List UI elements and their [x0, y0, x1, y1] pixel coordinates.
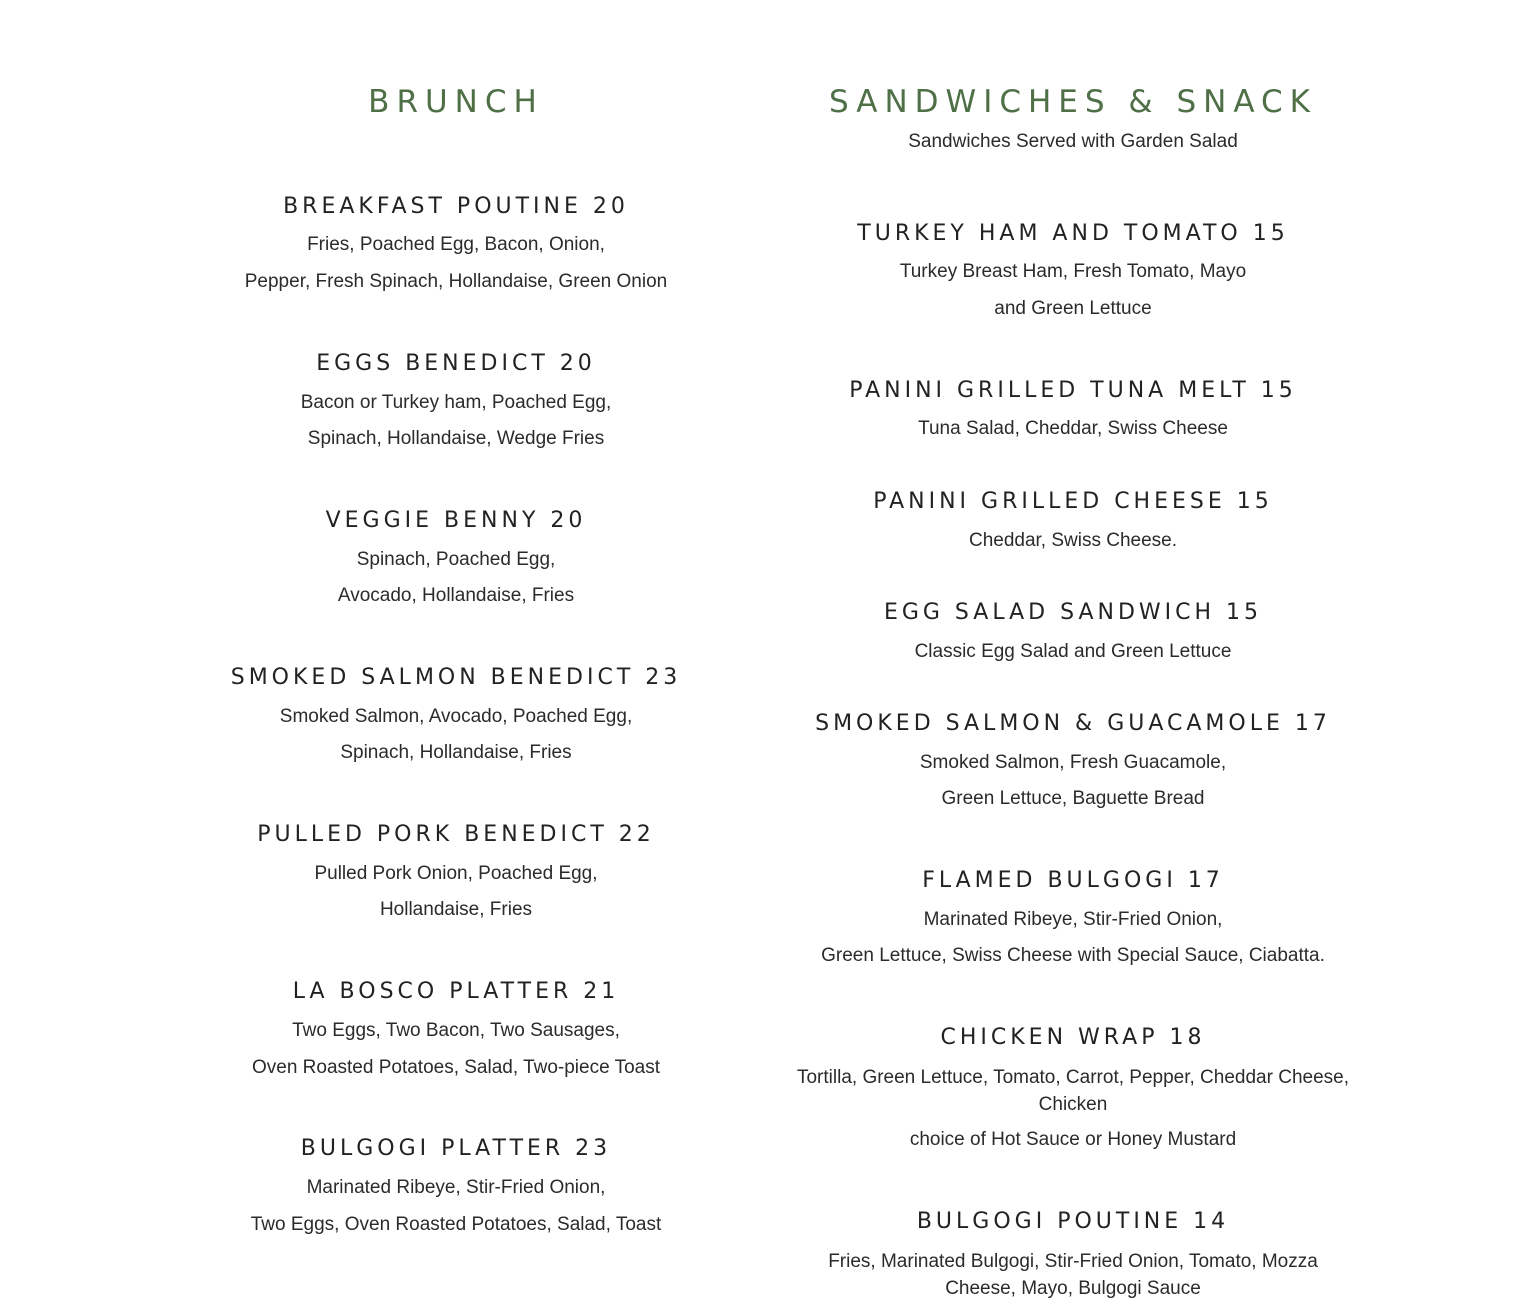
menu-item-title: BREAKFAST POUTINE 20 — [283, 194, 629, 219]
menu-item-description: Green Lettuce, Baguette Bread — [941, 788, 1205, 809]
menu-item-title: CHICKEN WRAP 18 — [940, 1025, 1206, 1050]
menu-item-title: EGG SALAD SANDWICH 15 — [883, 600, 1263, 625]
menu-item-description: Avocado, Hollandaise, Fries — [337, 585, 575, 606]
menu-item-description: Two Eggs, Two Bacon, Two Sausages, — [292, 1020, 620, 1041]
menu-item-description: Fries, Marinated Bulgogi, Stir-Fried Onion, Tomato, Mozza Cheese, Mayo, Bulgogi Sauce — [828, 1251, 1318, 1299]
menu-item-title: TURKEY HAM AND TOMATO 15 — [857, 221, 1289, 246]
menu-item-description: Cheddar, Swiss Cheese. — [968, 530, 1178, 551]
sandwiches-subtitle: Sandwiches Served with Garden Salad — [908, 131, 1238, 152]
menu-item-description: and Green Lettuce — [994, 298, 1152, 319]
menu-item-description: Two Eggs, Oven Roasted Potatoes, Salad, Toast — [250, 1214, 662, 1235]
menu-item-description: Pulled Pork Onion, Poached Egg, — [314, 863, 598, 884]
menu-item-title: PULLED PORK BENEDICT 22 — [257, 822, 655, 847]
menu-item-title: BULGOGI PLATTER 23 — [300, 1136, 612, 1161]
menu-item-title: SMOKED SALMON & GUACAMOLE 17 — [815, 711, 1331, 736]
menu-item-title: PANINI GRILLED TUNA MELT 15 — [849, 378, 1297, 403]
sandwiches-title: SANDWICHES & SNACK — [829, 84, 1317, 120]
menu-item-title: PANINI GRILLED CHEESE 15 — [873, 489, 1273, 514]
menu-item-description: Smoked Salmon, Fresh Guacamole, — [919, 752, 1227, 773]
menu-item-description: Tortilla, Green Lettuce, Tomato, Carrot, Pepper, Cheddar Cheese, Chicken — [796, 1067, 1349, 1115]
menu-item-description: Tuna Salad, Cheddar, Swiss Cheese — [918, 418, 1228, 439]
menu-item-description: choice of Hot Sauce or Honey Mustard — [909, 1129, 1237, 1150]
menu-item-description: Pepper, Fresh Spinach, Hollandaise, Green Onion — [244, 271, 668, 292]
menu-item-description: Green Lettuce, Swiss Cheese with Special Sauce, Ciabatta. — [821, 945, 1325, 966]
menu-item-description: Spinach, Hollandaise, Wedge Fries — [307, 428, 605, 449]
menu-item-description: Marinated Ribeye, Stir-Fried Onion, — [306, 1177, 606, 1198]
menu-item-description: Hollandaise, Fries — [379, 899, 533, 920]
menu-item-description: Marinated Ribeye, Stir-Fried Onion, — [923, 909, 1223, 930]
menu-item-description: Oven Roasted Potatoes, Salad, Two-piece Toast — [251, 1057, 661, 1078]
menu-item-description: Bacon or Turkey ham, Poached Egg, — [300, 392, 612, 413]
menu-item-description: Fries, Poached Egg, Bacon, Onion, — [307, 234, 605, 255]
brunch-title: BRUNCH — [368, 84, 544, 120]
menu-item-title: SMOKED SALMON BENEDICT 23 — [230, 665, 682, 690]
menu-item-title: FLAMED BULGOGI 17 — [922, 868, 1224, 893]
menu-item-title: EGGS BENEDICT 20 — [316, 351, 596, 376]
menu-item-description: Turkey Breast Ham, Fresh Tomato, Mayo — [899, 261, 1247, 282]
menu-item-description: Classic Egg Salad and Green Lettuce — [914, 641, 1232, 662]
menu-item-title: BULGOGI POUTINE 14 — [916, 1209, 1230, 1234]
menu-item-description: Smoked Salmon, Avocado, Poached Egg, — [279, 706, 633, 727]
menu-item-title: VEGGIE BENNY 20 — [325, 508, 587, 533]
menu-item-title: LA BOSCO PLATTER 21 — [292, 979, 620, 1004]
menu-item-description: Spinach, Poached Egg, — [356, 549, 556, 570]
menu-item-description: Spinach, Hollandaise, Fries — [340, 742, 572, 763]
